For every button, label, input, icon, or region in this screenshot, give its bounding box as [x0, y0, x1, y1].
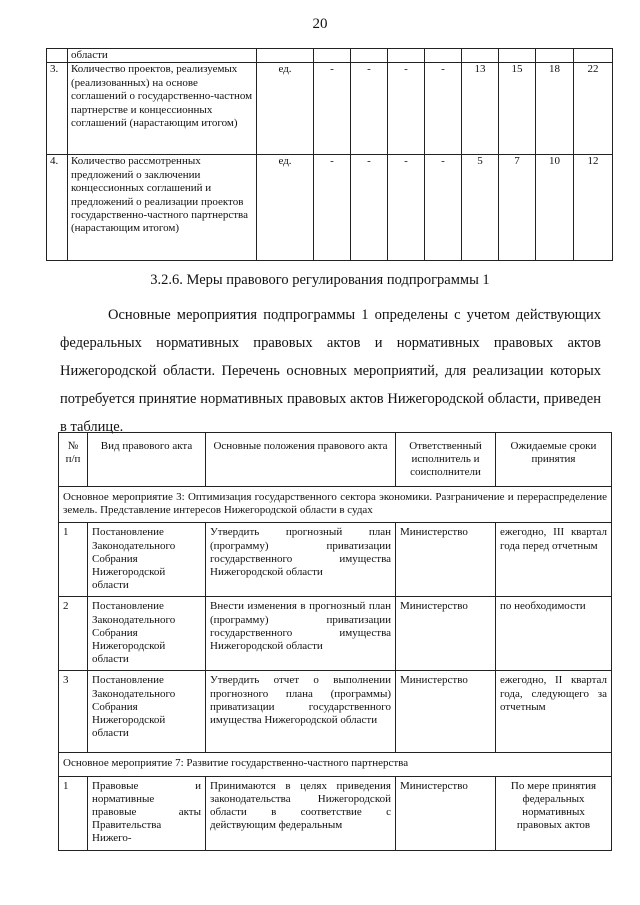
paragraph-text: Основные мероприятия подпрограммы 1 определены с учетом действующих федеральных нормативных правовых актов и нормативных правовых актов Нижегородской области. Перечень основных мероприятий, для реализации которых потребуется принятие нормативных правовых актов Нижегородской области, приведен в таблице. — [60, 307, 601, 435]
measure-title: Основное мероприятие 3: Оптимизация государственного сектора экономики. Разграничение и перераспределение земель. Представление интересов Нижегородской области в судах — [59, 487, 612, 523]
responsible-cell: Министерство — [396, 597, 496, 671]
act-kind-cell: Постановление Законодательного Собрания Нижегородской области — [88, 671, 206, 753]
table-row — [59, 671, 612, 753]
row-number: 2 — [59, 597, 88, 671]
section-heading: 3.2.6. Меры правового регулирования подпрограммы 1 — [150, 272, 490, 288]
row-number: 3. — [47, 63, 68, 155]
measure-title: Основное мероприятие 7: Развитие государственно-частного партнерства — [59, 753, 612, 776]
unit-cell: ед. — [257, 155, 314, 261]
row-number: 4. — [47, 155, 68, 261]
deadline-cell: По мере принятия федеральных нормативных правовых актов — [496, 776, 612, 850]
table-row — [47, 49, 613, 63]
value-cell: - — [425, 155, 462, 261]
unit-cell: ед. — [257, 63, 314, 155]
measure-row — [59, 487, 612, 523]
row-number: 3 — [59, 671, 88, 753]
act-kind-cell: Постановление Законодательного Собрания Нижегородской области — [88, 597, 206, 671]
indicator-name-cell: области — [68, 49, 257, 63]
value-cell: - — [351, 63, 388, 155]
table-row — [59, 523, 612, 597]
provisions-cell: Внести изменения в прогнозный план (программу) приватизации государственного имущества Нижегородской области — [206, 597, 396, 671]
value-cell: - — [425, 63, 462, 155]
table-header-row — [59, 433, 612, 487]
responsible-cell: Министерство — [396, 671, 496, 753]
provisions-cell: Утвердить отчет о выполнении прогнозного плана (программы) приватизации государственного имущества Нижегородской области — [206, 671, 396, 753]
provisions-cell: Принимаются в целях приведения законодательства Нижегородской области в соответствие с действующим федеральным — [206, 776, 396, 850]
page-number: 20 — [312, 16, 328, 32]
value-cell: 7 — [499, 155, 536, 261]
row-number: 1 — [59, 776, 88, 850]
table-row — [59, 597, 612, 671]
body-paragraph — [60, 301, 601, 441]
value-cell: - — [314, 155, 351, 261]
act-kind-cell: Постановление Законодательного Собрания Нижегородской области — [88, 523, 206, 597]
responsible-cell: Министерство — [396, 776, 496, 850]
value-cell: - — [314, 63, 351, 155]
column-header: Ответственный исполнитель и соисполнители — [396, 433, 496, 487]
deadline-cell: по необходимости — [496, 597, 612, 671]
value-cell: 18 — [536, 63, 574, 155]
value-cell: 10 — [536, 155, 574, 261]
value-cell: 13 — [462, 63, 499, 155]
responsible-cell: Министерство — [396, 523, 496, 597]
column-header: Вид правового акта — [88, 433, 206, 487]
legal-acts-table — [58, 432, 612, 851]
value-cell: 5 — [462, 155, 499, 261]
provisions-cell: Утвердить прогнозный план (программу) приватизации государственного имущества Нижегородской области — [206, 523, 396, 597]
value-cell: - — [351, 155, 388, 261]
value-cell: 12 — [574, 155, 613, 261]
table-row — [47, 155, 613, 261]
deadline-cell: ежегодно, III квартал года перед отчетным — [496, 523, 612, 597]
value-cell: - — [388, 155, 425, 261]
column-header: Основные положения правового акта — [206, 433, 396, 487]
row-number: 1 — [59, 523, 88, 597]
table-row — [47, 63, 613, 155]
value-cell: - — [388, 63, 425, 155]
deadline-cell: ежегодно, II квартал года, следующего за отчетным — [496, 671, 612, 753]
act-kind-cell: Правовые и нормативные правовые акты Правительства Нижего- — [88, 776, 206, 850]
value-cell: 22 — [574, 63, 613, 155]
column-header: Ожидаемые сроки принятия — [496, 433, 612, 487]
measure-row — [59, 753, 612, 776]
table-row — [59, 776, 612, 850]
value-cell: 15 — [499, 63, 536, 155]
indicator-name-cell: Количество проектов, реализуемых (реализованных) на основе соглашений о государственно-частном партнерстве и концессионных соглашений (нарастающим итогом) — [68, 63, 257, 155]
indicators-table — [46, 48, 613, 261]
indicator-name-cell: Количество рассмотренных предложений о заключении концессионных соглашений и предложений о реализации проектов государственно-частного партнерства (нарастающим итогом) — [68, 155, 257, 261]
column-header: № п/п — [59, 433, 88, 487]
